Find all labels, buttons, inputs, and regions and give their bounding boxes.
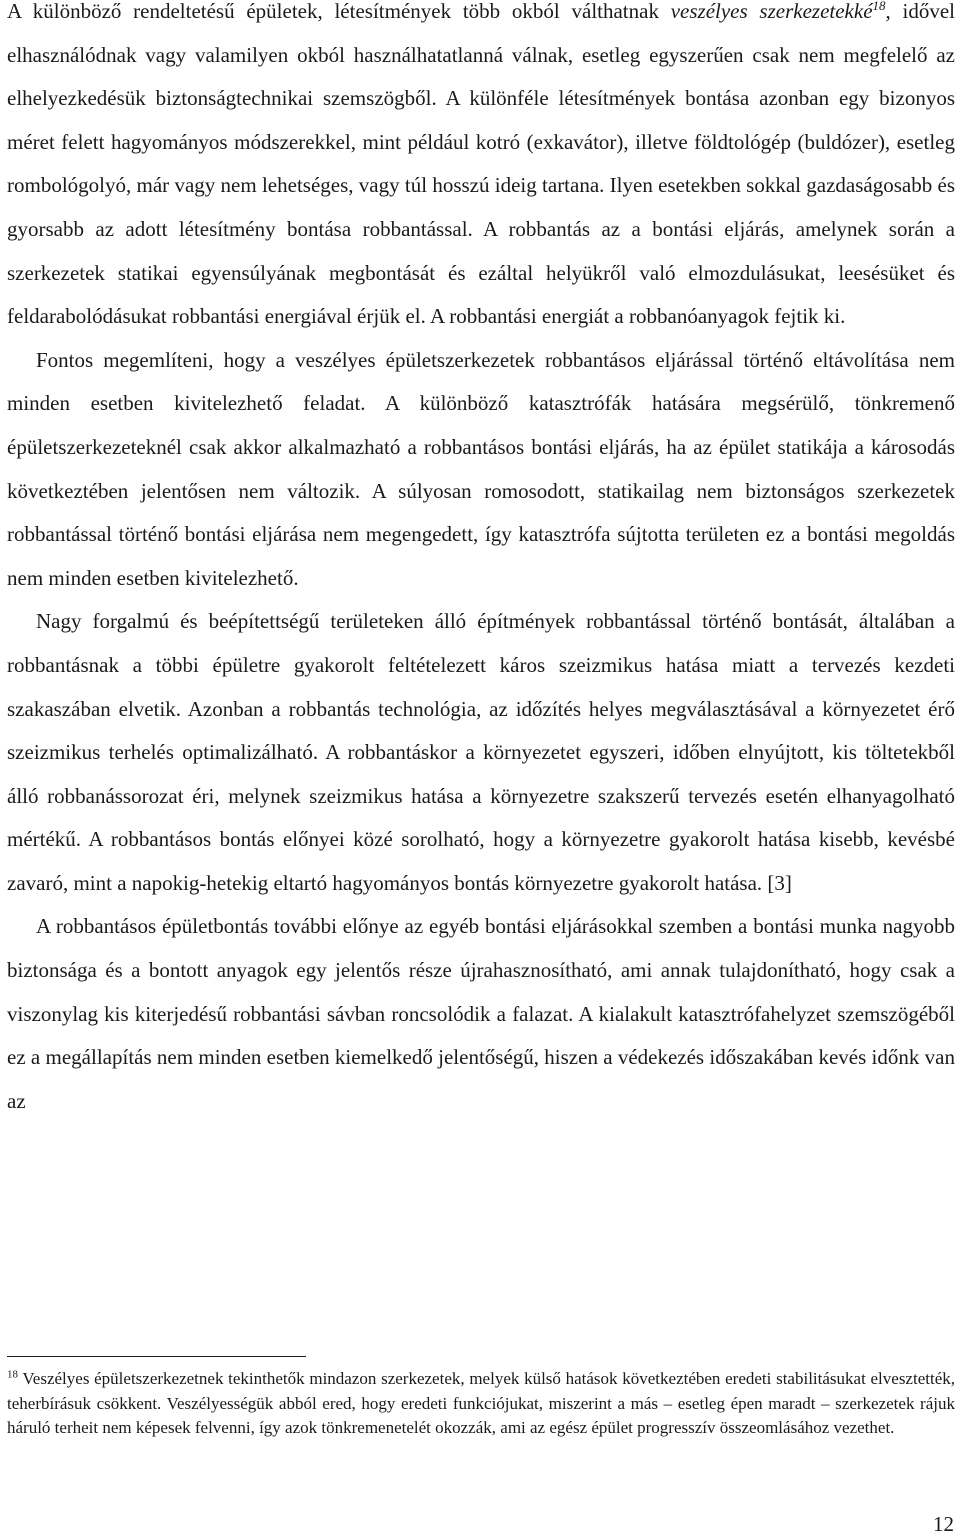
page-number: 12 xyxy=(933,1512,954,1536)
footnote-marker: 18 xyxy=(7,1368,18,1381)
paragraph-1-emphasis: veszélyes szerkezetekké xyxy=(670,0,873,23)
footnote xyxy=(7,1367,955,1441)
document-body xyxy=(7,0,955,1123)
footnote-text: Veszélyes épületszerkezetnek tekinthetők mindazon szerkezetek, melyek külső hatások következtében eredeti stabilitásukat elvesztették, teherbírásuk csökkent. Veszélyességük abból ered, hogy eredeti funkciójukat, miszerint a más – esetleg épen maradt – szerkezetek rájuk háruló terheit nem képesek felvenni, így azok tönkremenetelét okozzák, ami az egész épület progresszív összeomlásához vezethet. xyxy=(7,1369,955,1437)
footnote-reference: 18 xyxy=(872,0,886,13)
paragraph-2: Fontos megemlíteni, hogy a veszélyes épületszerkezetek robbantásos eljárással történő eltávolítása nem minden esetben kivitelezhető feladat. A különböző katasztrófák hatására megsérülő, tönkremenő épületszerkezeteknél csak akkor alkalmazható a robbantásos bontási eljárás, ha az épület statikája a károsodás következtében jelentősen nem változik. A súlyosan romosodott, statikailag nem biztonságos szerkezetek robbantással történő bontási eljárása nem megengedett, így katasztrófa sújtotta területen ez a bontási megoldás nem minden esetben kivitelezhető. xyxy=(7,347,955,590)
paragraph-4: A robbantásos épületbontás további előnye az egyéb bontási eljárásokkal szemben a bontási munka nagyobb biztonsága és a bontott anyagok egy jelentős része újrahasznosítható, ami annak tulajdonítható, hogy csak a viszonylag kis kiterjedésű robbantási sávban roncsolódik a falazat. A kialakult katasztrófahelyzet szemszögéből ez a megállapítás nem minden esetben kiemelkedő jelentőségű, hiszen a védekezés időszakában kevés időnk van az xyxy=(7,914,955,1113)
paragraph-1-lead: A különböző rendeltetésű épületek, létesítmények több okból válthatnak xyxy=(7,0,671,23)
paragraph-3: Nagy forgalmú és beépítettségű területeken álló építmények robbantással történő bontását, általában a robbantásnak a többi épületre gyakorolt feltételezett káros szeizmikus hatása miatt a tervezés kezdeti szakaszában elvetik. Azonban a robbantás technológia, az időzítés helyes megválasztásával a környezetet érő szeizmikus terhelés optimalizálható. A robbantáskor a környezetet egyszeri, időben elnyújtott, kis töltetekből álló robbanássorozat éri, melynek szeizmikus hatása a környezetre szakszerű tervezés esetén elhanyagolható mértékű. A robbantásos bontás előnyei közé sorolható, hogy a környezetre gyakorolt hatása kisebb, kevésbé zavaró, mint a napokig-hetekig eltartó hagyományos bontás környezetre gyakorolt hatása. [3] xyxy=(7,609,955,895)
footnote-separator xyxy=(7,1356,306,1357)
paragraph-1 xyxy=(7,0,955,339)
paragraph-1-rest: , idővel elhasználódnak vagy valamilyen okból használhatatlanná válnak, esetleg egyszerűen csak nem megfelelő az elhelyezkedésük biztonságtechnikai szemszögből. A különféle létesítmények bontása azonban egy bizonyos méret felett hagyományos módszerekkel, mint például kotró (exkavátor), illetve földtológép (buldózer), esetleg rombológolyó, már vagy nem lehetséges, vagy túl hosszú ideig tartana. Ilyen esetekben sokkal gazdaságosabb és gyorsabb az adott létesítmény bontása robbantással. A robbantás az a bontási eljárás, amelynek során a szerkezetek statikai egyensúlyának megbontását és ezáltal helyükről való elmozdulásukat, leesésüket és feldarabolódásukat robbantási energiával érjük el. A robbantási energiát a robbanóanyagok fejtik ki. xyxy=(7,0,955,329)
